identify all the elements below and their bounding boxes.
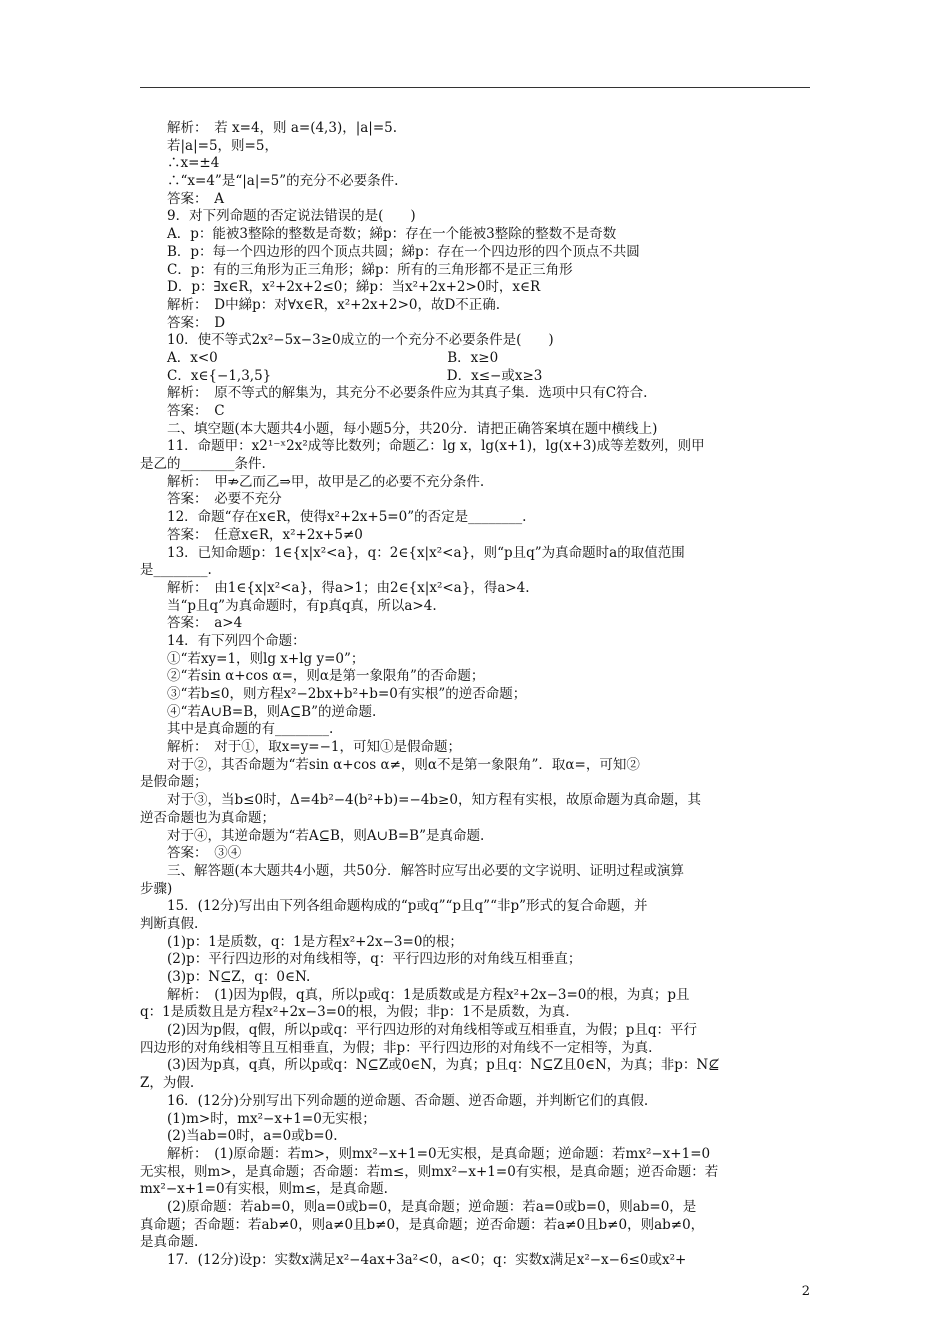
text-line: 其中是真命题的有________. (140, 721, 334, 738)
text-line: 解析： D中綈p：对∀x∈R，x²+2x+2>0，故D不正确. (140, 296, 501, 313)
text-line: ∴“x=4”是“|a|=5”的充分不必要条件. (140, 173, 399, 190)
text-line: 真命题；否命题：若ab≠0，则a≠0且b≠0，是真命题；逆否命题：若a≠0且b≠0，则ab≠0， (140, 1216, 705, 1233)
text-line: 解析： 甲⇏乙而乙⇒甲，故甲是乙的必要不充分条件. (140, 473, 485, 490)
text-line: 对于④，其逆命题为“若A⊆B，则A∪B=B”是真命题. (140, 827, 485, 844)
text-line: 17．(12分)设p：实数x满足x²−4ax+3a²<0，a<0；q：实数x满足x²−x−6≤0或x²+ (140, 1252, 687, 1268)
text-line: 解析： 对于①，取x=y=−1，可知①是假命题； (140, 739, 462, 756)
text-line: 逆否命题也为真命题； (140, 809, 275, 826)
text-line: 12．命题“存在x∈R，使得x²+2x+5=0”的否定是________. (140, 509, 527, 526)
text-line: 11．命题甲：x2¹⁻ˣ2x²成等比数列；命题乙：lg x，lg(x+1)，lg(x+3)成等差数列，则甲 (140, 438, 705, 455)
text-line: 答案： a>4 (140, 615, 243, 632)
text-line: q：1是质数且是方程x²+2x−3=0的根，为假；非p：1不是质数，为真. (140, 1004, 570, 1021)
text-line: A．x<0 B．x≥0 (140, 349, 499, 366)
text-line: 9．对下列命题的否定说法错误的是( ) (140, 208, 416, 225)
text-line: 16．(12分)分别写出下列命题的逆命题、否命题、逆否命题，并判断它们的真假. (140, 1092, 649, 1109)
page-number: 2 (801, 1284, 810, 1299)
text-line: 13．已知命题p：1∈{x|x²<a}，q：2∈{x|x²<a}，则“p且q”为真命题时a的取值范围 (140, 544, 685, 561)
text-line: 解析： (1)原命题：若m>，则mx²−x+1=0无实根，是真命题；逆命题：若mx²−x+1=0 (140, 1145, 711, 1162)
text-line: 答案： 任意x∈R，x²+2x+5≠0 (140, 526, 363, 543)
text-line: D．p：∃x∈R，x²+2x+2≤0；綈p：当x²+2x+2>0时，x∈R (140, 279, 541, 296)
text-line: C．x∈{−1,3,5} D．x≤−或x≥3 (140, 367, 543, 384)
text-line: 是乙的________条件. (140, 456, 266, 473)
text-line: ③“若b≤0，则方程x²−2bx+b²+b=0有实根”的逆否命题； (140, 686, 527, 702)
text-line: 答案： D (140, 314, 226, 331)
text-line: 答案： C (140, 403, 225, 419)
text-line: (2)因为p假，q假，所以p或q：平行四边形的对角线相等或互相垂直，为假；p且q：平行 (140, 1022, 697, 1039)
text-line: 答案： 必要不充分 (140, 491, 282, 508)
text-line: ①“若xy=1，则lg x+lg y=0”； (140, 650, 365, 667)
text-line: 四边形的对角线相等且互相垂直，为假；非p：平行四边形的对角线不一定相等，为真. (140, 1039, 653, 1056)
text-line: (2)当ab=0时，a=0或b=0. (140, 1128, 338, 1145)
text-line: 判断真假. (140, 915, 199, 932)
text-line: Z，为假. (140, 1075, 195, 1092)
text-line: 解析： (1)因为p假，q真，所以p或q：1是质数或是方程x²+2x−3=0的根，为真；p且 (140, 986, 690, 1003)
text-line: ②“若sin α+cos α=，则α是第一象限角”的否命题； (140, 668, 485, 685)
text-line: (2)原命题：若ab=0，则a=0或b=0，是真命题；逆命题：若a=0或b=0，则ab=0，是 (140, 1198, 697, 1215)
text-line: B．p：每一个四边形的四个顶点共圆；綈p：存在一个四边形的四个顶点不共圆 (140, 243, 640, 260)
text-line: (3)因为p真，q真，所以p或q：N⊆Z或0∈N，为真；p且q：N⊆Z且0∈N，为真；非p：N⊈ (140, 1057, 720, 1074)
text-line: 若|a|=5，则=5， (140, 137, 278, 154)
text-line: 无实根，则m>，是真命题；否命题：若m≤，则mx²−x+1=0有实根，是真命题；逆否命题：若 (140, 1163, 719, 1180)
text-line: 答案： A (140, 190, 224, 207)
text-line: 是假命题； (140, 774, 208, 791)
text-line: 10．使不等式2x²−5x−3≥0成立的一个充分不必要条件是( ) (140, 332, 554, 349)
text-line: 对于②，其否命题为“若sin α+cos α≠，则α不是第一象限角”．取α=，可知② (140, 756, 640, 773)
text-line: 二、填空题(本大题共4小题，每小题5分，共20分．请把正确答案填在题中横线上) (140, 420, 658, 437)
text-line: 解析： 若 x=4，则 a=(4,3)，|a|=5. (140, 120, 398, 136)
text-line: mx²−x+1=0有实根，则m≤，是真命题. (140, 1181, 388, 1198)
text-line: 答案： ③④ (140, 845, 242, 862)
text-line: 三、解答题(本大题共4小题，共50分．解答时应写出必要的文字说明、证明过程或演算 (140, 862, 685, 879)
text-line: 当“p且q”为真命题时，有p真q真，所以a>4. (140, 597, 437, 614)
text-line: 14．有下列四个命题： (140, 632, 306, 649)
text-line: 解析： 由1∈{x|x²<a}，得a>1；由2∈{x|x²<a}，得a>4. (140, 579, 530, 596)
document-body (140, 120, 810, 1270)
header-rule (140, 87, 810, 88)
text-line: C．p：有的三角形为正三角形；綈p：所有的三角形都不是正三角形 (140, 261, 573, 278)
text-line: (1)p：1是质数，q：1是方程x²+2x−3=0的根； (140, 933, 463, 950)
text-line: (2)p：平行四边形的对角线相等，q：平行四边形的对角线互相垂直； (140, 951, 582, 968)
text-line: 15．(12分)写出由下列各组命题构成的“p或q”“p且q”“非p”形式的复合命题，并 (140, 898, 648, 915)
text-line: A．p：能被3整除的整数是奇数；綈p：存在一个能被3整除的整数不是奇数 (140, 226, 617, 243)
text-line: ∴x=±4 (140, 155, 220, 172)
text-line: (1)m>时，mx²−x+1=0无实根； (140, 1110, 376, 1127)
text-line: 解析： 原不等式的解集为，其充分不必要条件应为其真子集．选项中只有C符合. (140, 385, 648, 402)
text-line: 步骤) (140, 880, 173, 897)
text-line: 是真命题. (140, 1234, 199, 1251)
text-line: (3)p：N⊆Z，q：0∈N. (140, 969, 311, 985)
text-line: 是________. (140, 562, 212, 579)
text-line: ④“若A∪B=B，则A⊆B”的逆命题. (140, 703, 377, 720)
text-line: 对于③，当b≤0时，Δ=4b²−4(b²+b)=−4b≥0，知方程有实根，故原命题为真命题，其 (140, 792, 701, 809)
